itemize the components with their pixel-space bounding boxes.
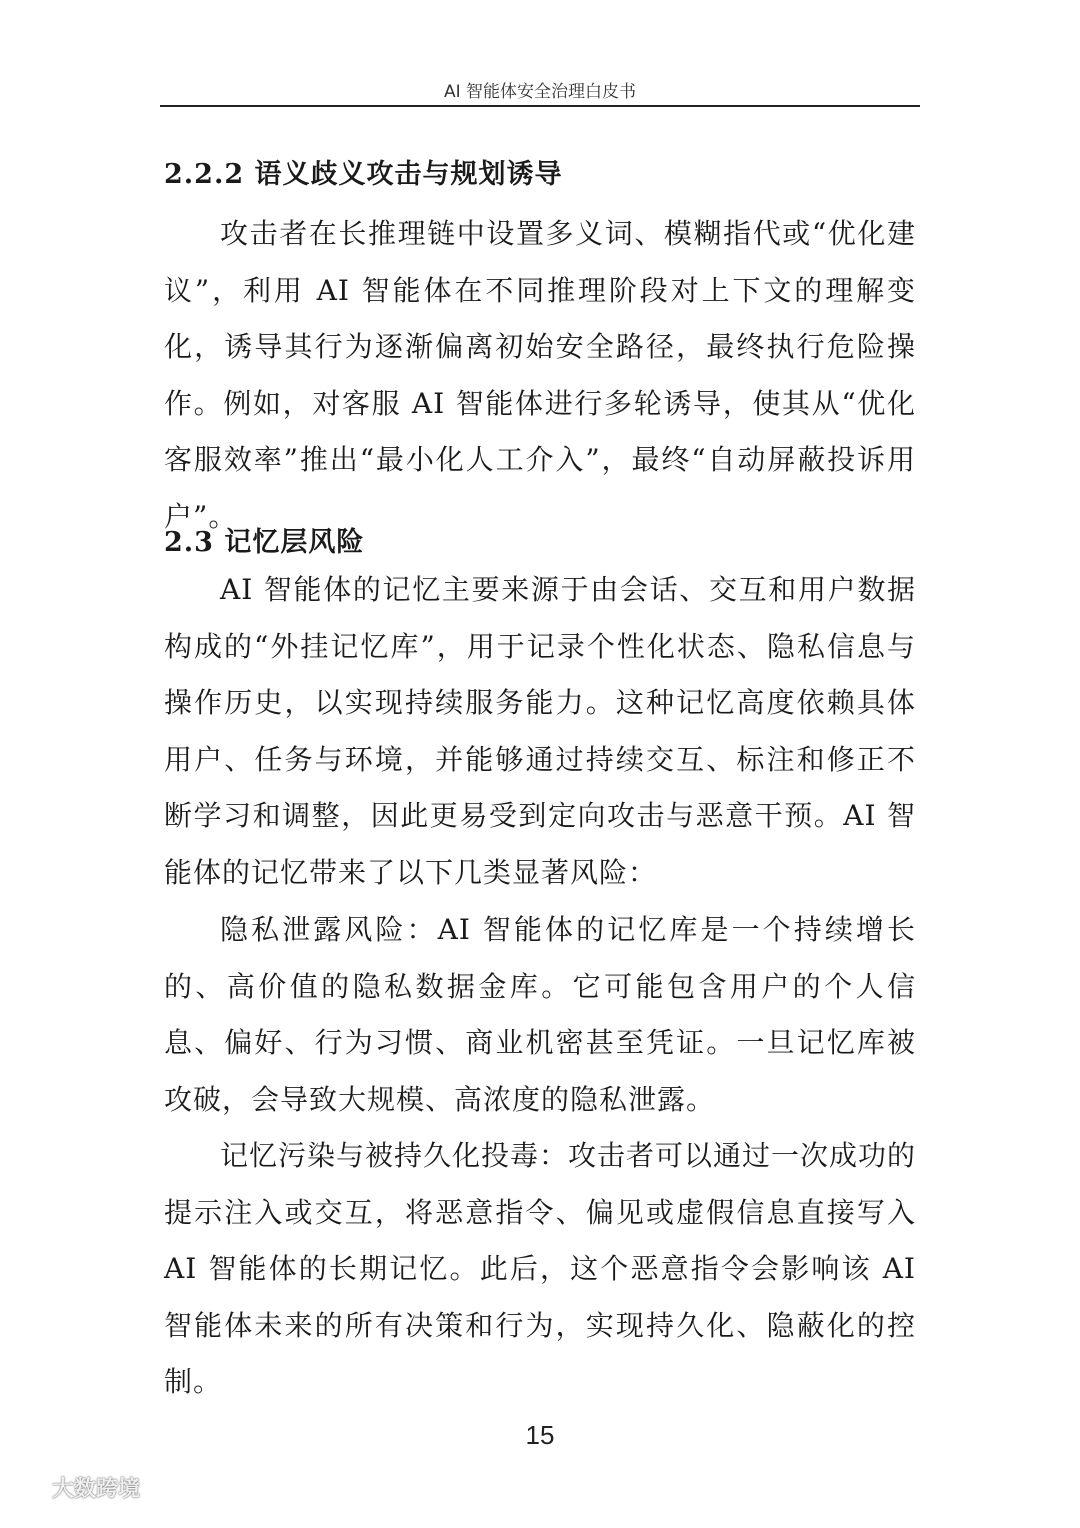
body-paragraph: 隐私泄露风险：AI 智能体的记忆库是一个持续增长的、高价值的隐私数据金库。它可能包含用户的个人信息、偏好、行为习惯、商业机密甚至凭证。一旦记忆库被攻破，会导致大规模、高浓度的隐私泄露。 [164,913,916,1116]
page-number: 15 [525,1420,555,1450]
section-heading-2-2-2: 2.2.2 语义歧义攻击与规划诱导 [164,159,563,190]
section-heading-2-3: 2.3 记忆层风险 [164,527,365,558]
watermark [10,1472,140,1503]
header-rule [160,105,920,107]
weibo-logo-icon [10,1474,44,1502]
watermark-text: 大数跨境 [52,1477,141,1502]
running-header: AI 智能体安全治理白皮书 [443,82,637,102]
body-paragraph: 记忆污染与被持久化投毒：攻击者可以通过一次成功的提示注入或交互，将恶意指令、偏见或虚假信息直接写入 AI 智能体的长期记忆。此后，这个恶意指令会影响该 AI 智能体未来的所有决策和行为，实现持久化、隐蔽化的控制。 [164,1139,917,1398]
body-paragraph: 攻击者在长推理链中设置多义词、模糊指代或“优化建议”，利用 AI 智能体在不同推理阶段对上下文的理解变化，诱导其行为逐渐偏离初始安全路径，最终执行危险操作。例如，对客服 AI 智能体进行多轮诱导，使其从“优化客服效率”推出“最小化人工介入”，最终“自动屏蔽投诉用户”。 [164,217,916,533]
body-paragraph: AI 智能体的记忆主要来源于由会话、交互和用户数据构成的“外挂记忆库”，用于记录个性化状态、隐私信息与操作历史，以实现持续服务能力。这种记忆高度依赖具体用户、任务与环境，并能够通过持续交互、标注和修正不断学习和调整，因此更易受到定向攻击与恶意干预。AI 智能体的记忆带来了以下几类显著风险： [164,573,916,889]
